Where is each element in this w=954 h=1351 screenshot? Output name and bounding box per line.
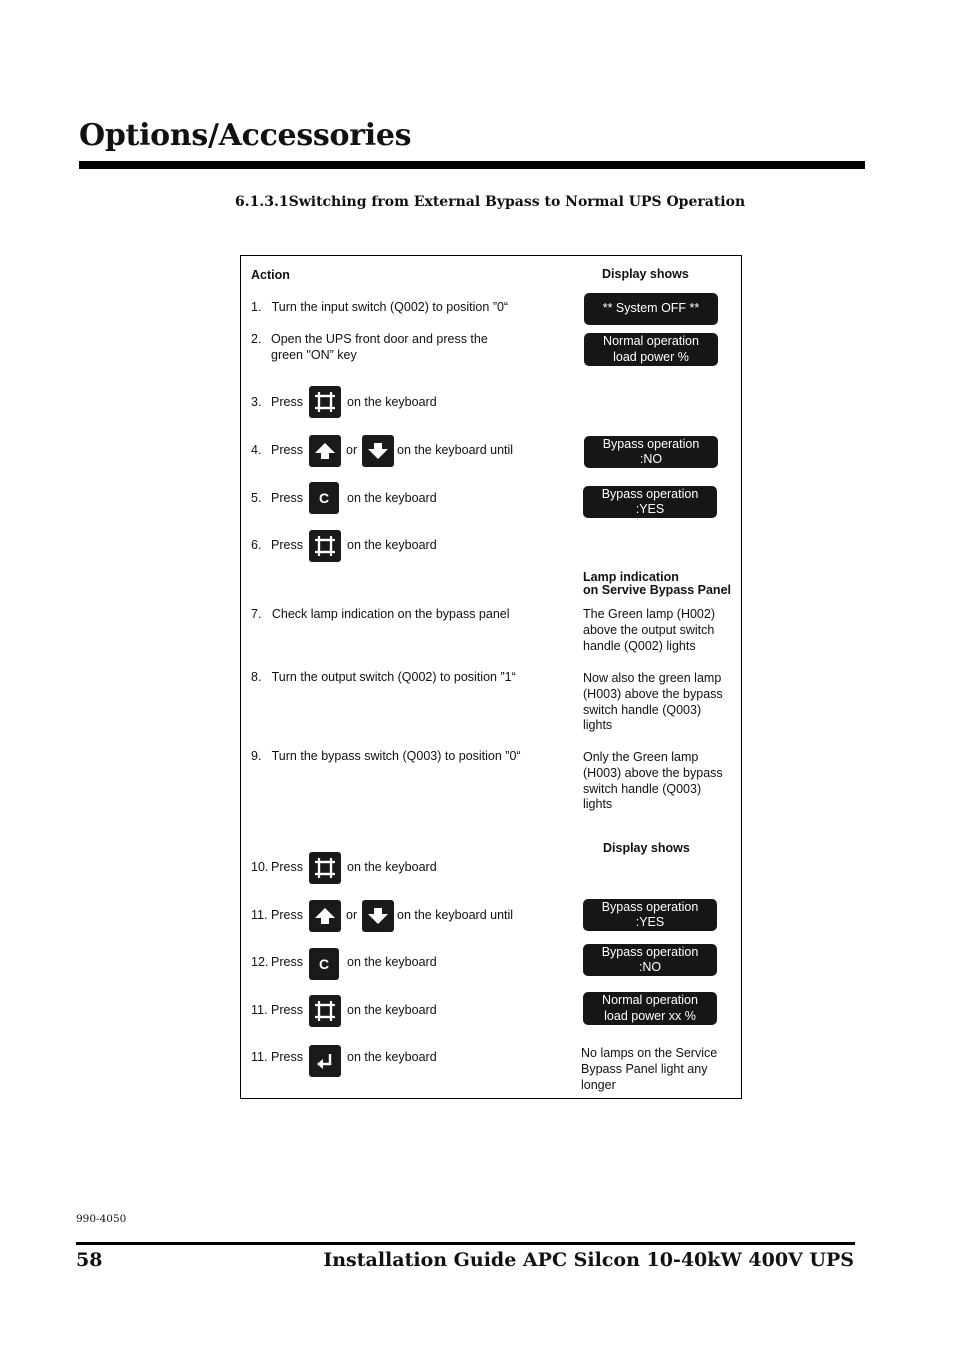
display-line: Bypass operation [601, 944, 699, 959]
step-7 [251, 606, 510, 622]
menu-key-icon [309, 852, 341, 884]
press-label: Press [271, 395, 303, 409]
step-11b-number: 11. [251, 1003, 268, 1017]
arrow-down-key-icon [362, 900, 394, 932]
step-text: Check lamp indication on the bypass panel [271, 607, 510, 621]
top-rule [79, 161, 865, 169]
press-label: Press [271, 860, 303, 874]
menu-key-icon [309, 995, 341, 1027]
c-key-icon: C [309, 948, 339, 980]
lamp-note: Now also the green lamp (H003) above the bypass switch handle (Q003) lights [583, 671, 723, 733]
or-label: or [346, 908, 358, 922]
display-line: Bypass operation [601, 486, 699, 501]
step-12-number: 12. [251, 955, 269, 969]
step-4-number: 4. [251, 443, 262, 457]
on-keyboard-label: on the keyboard [347, 1050, 437, 1064]
display-screen [583, 899, 717, 931]
step-6-number: 6. [251, 538, 262, 552]
step-2-text-line1: Open the UPS front door and press the [271, 332, 488, 346]
display-line: load power % [613, 349, 689, 364]
lamp-note: Only the Green lamp (H003) above the bypass switch handle (Q003) lights [583, 750, 723, 812]
on-keyboard-label: on the keyboard [347, 395, 437, 409]
on-keyboard-until-label: on the keyboard until [397, 443, 514, 457]
display-line: :NO [638, 960, 662, 974]
display-line: Normal operation [602, 993, 698, 1007]
press-label: Press [271, 955, 303, 969]
press-label: Press [271, 1003, 303, 1017]
chapter-title: Options/Accessories [79, 118, 412, 153]
c-key-icon: C [309, 482, 339, 514]
press-label: Press [271, 491, 303, 505]
step-1 [251, 299, 508, 315]
display-line: :NO [639, 452, 663, 466]
lamp-note: No lamps on the Service Bypass Panel light any longer [581, 1046, 718, 1092]
display-line: Normal operation [603, 334, 699, 348]
step-11-number: 11. [251, 908, 268, 922]
enter-key-icon [309, 1045, 341, 1077]
display-screen [583, 944, 717, 976]
display-screen [583, 992, 717, 1025]
display-line: load power xx % [604, 1008, 696, 1023]
section-heading: 6.1.3.1Switching from External Bypass to Normal UPS Operation [235, 194, 746, 210]
menu-key-icon [309, 530, 341, 562]
on-keyboard-label: on the keyboard [347, 538, 437, 552]
step-number: 1. [251, 300, 262, 314]
display-line: :YES [635, 502, 665, 516]
display-line: ** System OFF ** [602, 301, 700, 316]
on-keyboard-label: on the keyboard [347, 491, 437, 505]
action-column-header: Action [251, 268, 290, 282]
arrow-up-key-icon [309, 900, 341, 932]
document-number: 990-4050 [76, 1213, 127, 1225]
display-screen [584, 333, 718, 366]
step-9 [251, 748, 521, 764]
press-label: Press [271, 538, 303, 552]
lamp-indication-header [583, 571, 731, 597]
step-number: 8. [251, 670, 262, 684]
step-3-number: 3. [251, 395, 262, 409]
arrow-up-key-icon [309, 435, 341, 467]
step-2-text-line2: green "ON” key [271, 348, 357, 362]
on-keyboard-until-label: on the keyboard until [397, 908, 514, 922]
on-keyboard-label: on the keyboard [347, 955, 437, 969]
step-11c-number: 11. [251, 1050, 268, 1064]
step-text: Turn the output switch (Q002) to position ”1“ [271, 670, 516, 684]
lamp-header-line: Lamp indication [583, 570, 679, 584]
or-label: or [346, 443, 358, 457]
step-5-number: 5. [251, 491, 262, 505]
footer-title: Installation Guide APC Silcon 10-40kW 400V UPS [323, 1249, 854, 1271]
press-label: Press [271, 908, 303, 922]
display-line: Bypass operation [602, 436, 700, 451]
display-screen [584, 293, 718, 325]
menu-key-icon [309, 386, 341, 418]
lamp-header-line: on Servive Bypass Panel [583, 583, 731, 597]
step-number: 9. [251, 749, 262, 763]
bottom-rule [76, 1242, 855, 1245]
display-screen [584, 436, 718, 468]
step-text: Turn the input switch (Q002) to position ”0“ [271, 300, 509, 314]
display-column-header: Display shows [602, 267, 689, 281]
step-text: Turn the bypass switch (Q003) to position ”0“ [271, 749, 521, 763]
press-label: Press [271, 443, 303, 457]
arrow-down-key-icon [362, 435, 394, 467]
display-column-header-2: Display shows [603, 841, 690, 855]
display-line: :YES [635, 915, 665, 929]
step-2-number: 2. [251, 332, 262, 346]
press-label: Press [271, 1050, 303, 1064]
step-10-number: 10. [251, 860, 269, 874]
on-keyboard-label: on the keyboard [347, 1003, 437, 1017]
display-line: Bypass operation [601, 899, 699, 914]
step-number: 7. [251, 607, 262, 621]
lamp-note: The Green lamp (H002) above the output switch handle (Q002) lights [583, 607, 716, 653]
step-8 [251, 669, 516, 685]
on-keyboard-label: on the keyboard [347, 860, 437, 874]
display-screen [583, 486, 717, 518]
page-number: 58 [76, 1249, 103, 1271]
